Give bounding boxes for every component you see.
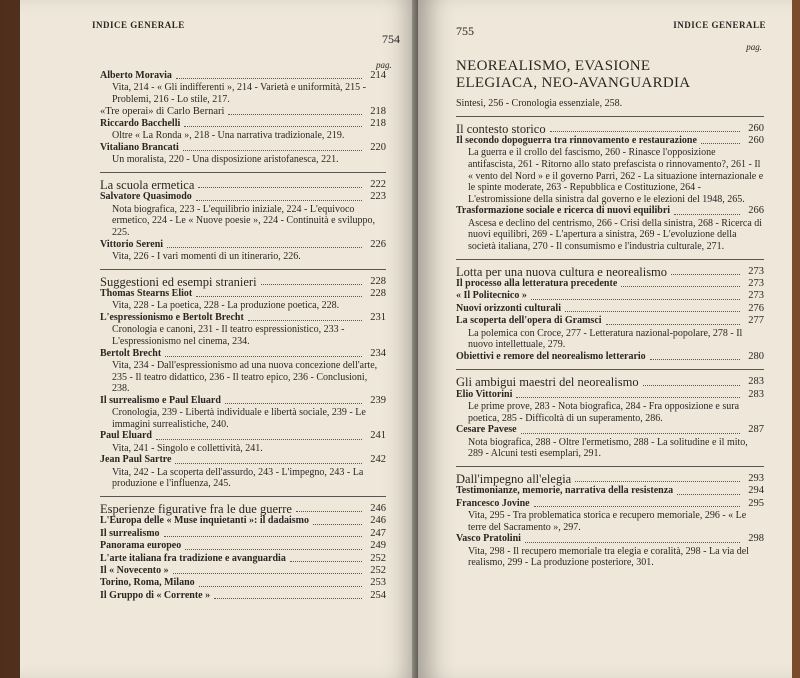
page-ref: 223 [370,191,386,203]
section-title: Gli ambigui maestri del neorealismo [456,375,639,390]
section-divider [456,369,764,370]
page-ref: 239 [370,394,386,406]
entry-title: Salvatore Quasimodo [100,191,192,203]
entry-title: Nuovi orizzonti culturali [456,302,561,314]
toc-subentry: Oltre « La Ronda », 218 - Una narrativa tradizionale, 219. [112,130,345,142]
entry-title: Trasformazione sociale e ricerca di nuovi equilibri [456,205,671,217]
section-divider [100,496,386,497]
leader-dots [183,150,362,151]
leader-dots [225,403,362,404]
page-ref: 246 [370,502,386,514]
leader-dots [173,573,362,574]
toc-subentry: La guerra e il crollo del fascismo, 260 - Rinasce l'opposizione antifascista, 261 - Ritorno allo stato prefascista o rinnovamento?, 261 - Il « vento del Nord » e il governo Parri, 262 - La situazione internazionale e le spinte moderate, 263 - Repubblica e Costituzione, 264 - L'estromissione della sinistra dal governo e le elezioni del 1948, 265. [468,147,764,205]
toc-entry [100,312,386,324]
leader-dots [565,311,740,312]
page-ref: 234 [370,347,386,359]
entry-title: Alberto Moravia [100,70,172,81]
page-ref: 287 [748,424,764,436]
left-page [20,0,418,678]
toc-entry [456,315,764,327]
page-ref: 276 [748,302,764,314]
entry-title: Panorama europeo [100,540,182,552]
chapter-title: NEOREALISMO, EVASIONE ELEGIACA, NEO-AVANGUARDIA [456,58,691,91]
page-ref: 273 [748,265,764,277]
toc-entry [100,395,386,407]
entry-title: Il processo alla letteratura precedente [456,277,618,289]
toc-section [456,376,764,388]
entry-title: Il surrealismo [100,527,160,539]
leader-dots [671,274,740,275]
page-ref: 228 [370,275,386,287]
entry-title: «Tre operai» di Carlo Bernari [100,105,225,117]
entry-title: Jean Paul Sartre [100,454,172,466]
leader-dots [575,481,740,482]
toc-entry [456,303,764,315]
toc-entry [100,118,386,130]
toc-subentry: Cronologia, 239 - Libertà individuale e libertà sociale, 239 - Le immagini surrealistiche, 240. [112,407,366,430]
entry-title: Thomas Stearns Eliot [100,288,193,299]
toc-subentry: Nota biografica, 223 - L'equilibrio iniziale, 224 - L'equivoco ermetico, 224 - Le « Nuove poesie », 224 - Continuità e sviluppo, 225. [112,203,376,238]
page-ref: 280 [748,350,764,362]
section-title: Il contesto storico [456,121,546,136]
leader-dots [606,324,740,325]
leader-dots [196,200,362,201]
page-ref: 228 [370,288,386,299]
right-page [418,0,792,678]
entry-title: Il surrealismo e Paul Eluard [100,394,221,406]
page-ref: 249 [370,540,386,552]
entry-title: L'arte italiana fra tradizione e avanguardia [100,552,286,564]
page-ref: 231 [370,312,386,323]
page-ref: 247 [370,527,386,539]
toc-subentry: Vita, 226 - I vari momenti di un itinerario, 226. [112,251,301,262]
section-title: La scuola ermetica [100,178,195,192]
leader-dots [674,214,740,215]
toc-subentry: Vita, 298 - Il recupero memoriale tra elegia e coralità, 298 - La via del realismo, 299 - La produzione posteriore, 301. [468,545,749,569]
toc-section [456,123,764,135]
entry-title: Riccardo Bacchelli [100,118,181,129]
toc-subentry: La polemica con Croce, 277 - Letteratura nazional-popolare, 278 - Il nuovo intellettuale, 279. [468,327,743,351]
page-ref: 226 [370,238,386,250]
toc-entry [456,278,764,290]
leader-dots [701,143,740,144]
toc-entry [456,424,764,436]
page-ref: 283 [748,376,764,388]
toc-entry [100,142,386,154]
leader-dots [643,385,740,386]
toc-subentry: Vita, 241 - Singolo e collettività, 241. [112,442,263,454]
section-title: Lotta per una nuova cultura e neorealismo [456,264,668,279]
page-ref: 241 [370,430,386,442]
entry-title: Il « Novecento » [100,565,169,576]
toc-entry [456,290,764,302]
leader-dots [196,296,362,297]
entry-title: L'Europa delle « Muse inquietanti »: il dadaismo [100,515,310,527]
toc-entry [100,430,386,442]
page-ref: 254 [370,589,386,601]
chapter-subtitle: Sintesi, 256 - Cronologia essenziale, 258. [456,98,623,109]
leader-dots [199,586,362,587]
page-ref: 260 [748,122,764,134]
leader-dots [175,463,362,464]
toc-entry [100,239,386,251]
section-divider [456,466,764,467]
leader-dots [165,356,362,357]
entry-title: Cesare Pavese [456,424,517,436]
toc-entry [100,191,386,203]
running-head: INDICE GENERALE [673,20,766,30]
toc-subentry: Un moralista, 220 - Una disposizione aristofanesca, 221. [112,154,339,166]
entry-title: Vasco Pratolini [456,533,521,545]
leader-dots [621,286,740,287]
page-ref: 295 [748,497,764,509]
toc-subentry: Ascesa e declino del centrismo, 266 - Crisi della sinistra, 268 - Ricerca di nuovi equilibri, 269 - L'apertura a sinistra, 269 - L'evoluzione della società italiana, 270 - Il consumismo e l'industria culturale, 271. [468,217,763,252]
toc-entry [456,485,764,497]
leader-dots [290,561,362,562]
entry-title: Obiettivi e remore del neorealismo letterario [456,350,646,362]
toc-entry [100,288,386,300]
toc-entry [100,106,386,118]
pag-label: pag. [376,60,392,70]
entry-title: L'espressionismo e Bertolt Brecht [100,312,244,323]
page-ref: 298 [748,533,764,545]
toc-entry [456,205,764,217]
toc-subentry: Vita, 214 - « Gli indifferenti », 214 - Varietà e uniformità, 215 - Problemi, 216 - Lo stile, 217. [112,82,366,105]
leader-dots [650,359,740,360]
toc-entry [100,454,386,466]
toc-entry [100,540,386,552]
page-ref: 283 [748,388,764,400]
section-title: Dall'impegno all'elegia [456,471,572,486]
leader-dots [677,494,740,495]
toc-subentry: Vita, 234 - Dall'espressionismo ad una nuova concezione dell'arte, 235 - Il teatro didattico, 236 - Il teatro epico, 236 - Conclusioni, 238. [112,360,378,395]
section-divider [100,172,386,173]
toc-section [456,473,764,485]
leader-dots [296,511,362,512]
leader-dots [176,78,362,79]
section-title: Suggestioni ed esempi stranieri [100,274,257,289]
table-of-contents [100,70,386,602]
entry-title: Torino, Roma, Milano [100,577,195,589]
leader-dots [516,397,740,398]
page-ref: 253 [370,577,386,589]
page-ref: 222 [370,179,386,190]
leader-dots [534,506,740,507]
entry-title: Francesco Jovine [456,497,530,509]
page-ref: 273 [748,290,764,302]
leader-dots [156,439,362,440]
running-head: INDICE GENERALE [92,20,185,30]
page-number: 755 [456,24,474,38]
entry-title: Paul Eluard [100,430,152,442]
toc-section [100,276,386,288]
section-title: Esperienze figurative fra le due guerre [100,501,292,516]
entry-title: Il secondo dopoguerra tra rinnovamento e restaurazione [456,135,697,146]
leader-dots [184,126,362,127]
toc-entry [100,528,386,540]
entry-title: Vittorio Sereni [100,238,164,250]
leader-dots [550,131,740,132]
toc-subentry: Cronologia e canoni, 231 - Il teatro espressionistico, 233 - L'espressionismo nel cinema, 234. [112,324,345,347]
toc-entry [100,70,386,82]
toc-entry [100,577,386,589]
leader-dots [248,320,362,321]
toc-subentry: Nota biografica, 288 - Oltre l'ermetismo, 288 - La solitudine e il mito, 289 - Alcuni testi esemplari, 291. [468,436,748,460]
page-ref: 252 [370,565,386,576]
entry-title: Il Gruppo di « Corrente » [100,589,211,601]
page-ref: 218 [370,118,386,129]
toc-entry [100,515,386,527]
leader-dots [531,299,740,300]
leader-dots [525,542,740,543]
leader-dots [185,549,362,550]
toc-subentry: Vita, 242 - La scoperta dell'assurdo, 243 - L'impegno, 243 - La produzione e l'influenza, 245. [112,466,364,490]
section-divider [100,269,386,270]
toc-entry [456,533,764,545]
leader-dots [214,598,362,599]
toc-entry [100,565,386,577]
page-number: 754 [382,32,400,46]
page-ref: 242 [370,454,386,466]
leader-dots [167,247,362,248]
leader-dots [261,284,362,285]
entry-title: Bertolt Brecht [100,347,162,359]
toc-entry [456,389,764,401]
toc-section [100,503,386,515]
entry-title: Testimonianze, memorie, narrativa della resistenza [456,485,674,497]
toc-subentry: Le prime prove, 283 - Nota biografica, 284 - Fra opposizione e sura poetica, 285 - Difficoltà di un superamento, 286. [468,401,740,424]
page-ref: 252 [370,552,386,564]
open-book [20,0,792,678]
leader-dots [198,187,362,188]
page-ref: 218 [370,105,386,117]
leader-dots [313,524,362,525]
entry-title: « Il Politecnico » [456,290,527,302]
page-ref: 266 [748,205,764,217]
page-ref: 220 [370,142,386,153]
toc-entry [100,553,386,565]
pag-label: pag. [746,42,762,52]
page-ref: 273 [748,277,764,289]
page-ref: 294 [748,485,764,497]
page-ref: 293 [748,472,764,484]
leader-dots [164,536,362,537]
table-of-contents [456,58,764,569]
section-divider [456,259,764,260]
entry-title: Elio Vittorini [456,388,513,400]
toc-section [100,179,386,191]
toc-section [456,266,764,278]
toc-entry [456,498,764,510]
page-ref: 246 [370,515,386,527]
toc-subentry: Vita, 295 - Tra problematica storica e recupero memoriale, 296 - « Le terre del Sacramento », 297. [468,510,747,533]
toc-entry [100,348,386,360]
page-ref: 260 [748,135,764,146]
page-ref: 277 [748,315,764,327]
section-divider [456,116,764,117]
leader-dots [228,114,362,115]
toc-subentry: Vita, 228 - La poetica, 228 - La produzione poetica, 228. [112,300,340,312]
page-ref: 214 [370,70,386,81]
toc-entry [456,351,764,363]
toc-entry [456,135,764,147]
toc-entry [100,590,386,602]
leader-dots [521,433,740,434]
entry-title: Vitaliano Brancati [100,142,179,153]
entry-title: La scoperta dell'opera di Gramsci [456,315,602,327]
